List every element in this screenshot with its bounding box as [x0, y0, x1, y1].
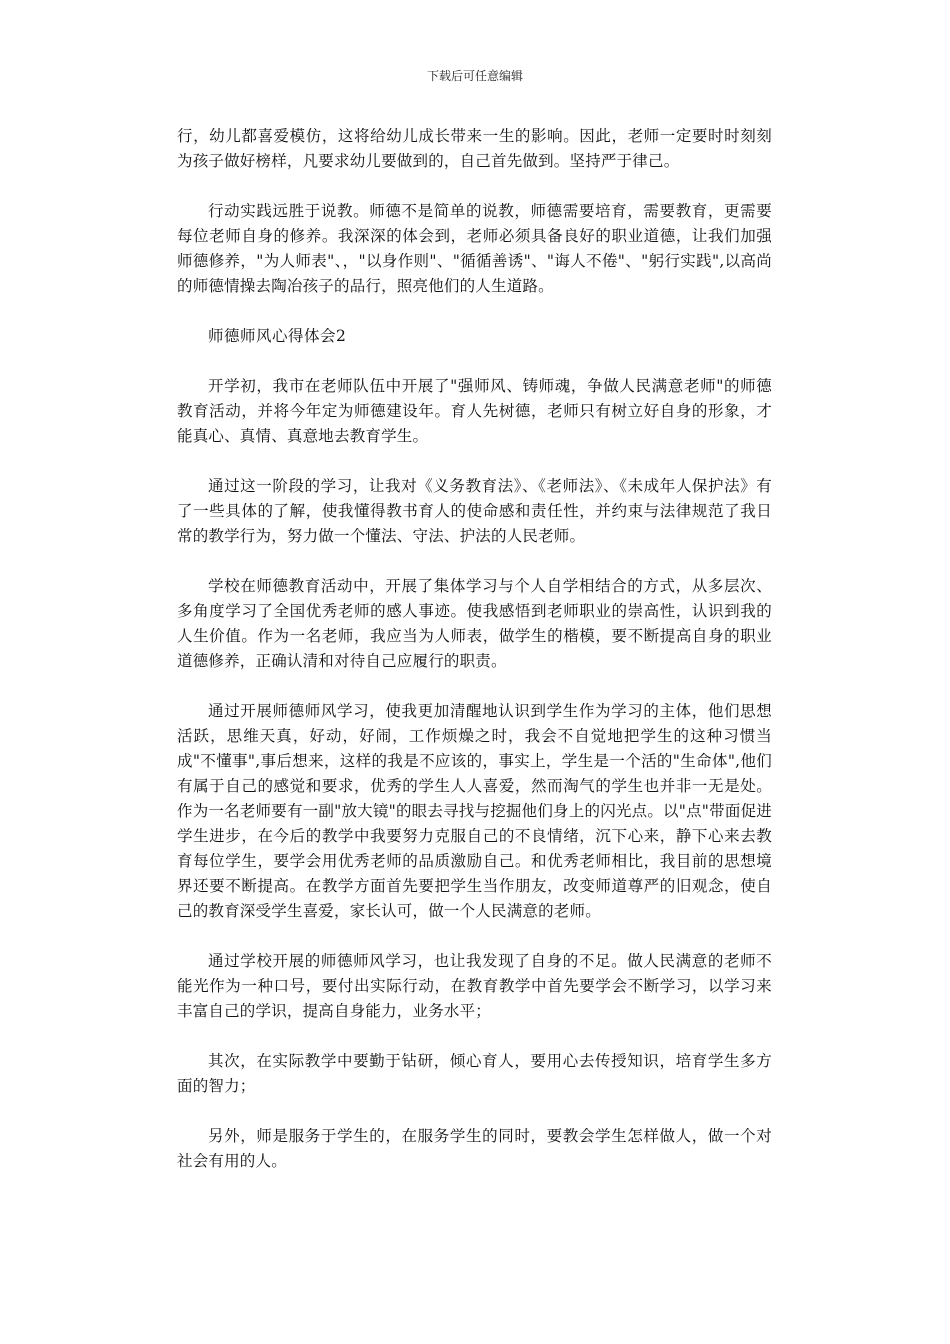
paragraph: 通过这一阶段的学习，让我对《义务教育法》、《老师法》、《未成年人保护法》有了一些具体的了解，使我懂得教书育人的使命感和责任性，并约束与法律规范了我日常的教学行为，努力做一个懂法、守法、护法的人民老师。 [177, 477, 772, 545]
paragraph: 学校在师德教育活动中，开展了集体学习与个人自学相结合的方式，从多层次、多角度学习了全国优秀老师的感人事迹。使我感悟到老师职业的崇高性，认识到我的人生价值。作为一名老师，我应当为人师表，做学生的楷模，要不断提高自身的职业道德修养，正确认清和对待自己应履行的职责。 [177, 577, 772, 670]
document-body [177, 124, 772, 1199]
paragraph: 通过开展师德师风学习，使我更加清醒地认识到学生作为学习的主体，他们思想活跃，思维天真，好动，好闹，工作烦燥之时，我会不自觉地把学生的这种习惯当成"不懂事",事后想来，这样的我是不应该的，事实上，学生是一个活的"生命体",他们有属于自己的感觉和要求，优秀的学生人人喜爱，然而淘气的学生也并非一无是处。作为一名老师要有一副"放大镜"的眼去寻找与挖掘他们身上的闪光点。以"点"带面促进学生进步，在今后的教学中我要努力克服自己的不良情绪，沉下心来，静下心来去教育每位学生，要学会用优秀老师的品质激励自己。和优秀老师相比，我目前的思想境界还要不断提高。在教学方面首先要把学生当作朋友，改变师道尊严的旧观念，使自己的教育深受学生喜爱，家长认可，做一个人民满意的老师。 [177, 702, 772, 920]
paragraph-continued: 行，幼儿都喜爱模仿，这将给幼儿成长带来一生的影响。因此，老师一定要时时刻刻为孩子做好榜样，凡要求幼儿要做到的，自己首先做到。坚持严于律己。 [177, 127, 772, 170]
section-heading: 师德师风心得体会2 [208, 327, 347, 345]
paragraph: 其次，在实际教学中要勤于钻研，倾心育人，要用心去传授知识，培育学生多方面的智力； [177, 1052, 772, 1095]
header-note: 下载后可任意编辑 [426, 69, 523, 83]
paragraph: 行动实践远胜于说教。师德不是简单的说教，师德需要培育，需要教育，更需要每位老师自身的修养。我深深的体会到，老师必须具备良好的职业道德，让我们加强师德修养，"为人师表"、，"以身作则"、"循循善诱"、"诲人不倦"、"躬行实践",以高尚的师德情操去陶冶孩子的品行，照亮他们的人生道路。 [177, 202, 772, 295]
paragraph: 另外，师是服务于学生的，在服务学生的同时，要教会学生怎样做人，做一个对社会有用的人。 [177, 1127, 772, 1170]
paragraph: 通过学校开展的师德师风学习，也让我发现了自身的不足。做人民满意的老师不能光作为一种口号，要付出实际行动，在教育教学中首先要学会不断学习，以学习来丰富自己的学识，提高自身能力，业务水平； [177, 952, 772, 1020]
paragraph: 开学初，我市在老师队伍中开展了"强师风、铸师魂，争做人民满意老师"的师德教育活动，并将今年定为师德建设年。育人先树德，老师只有树立好自身的形象，才能真心、真情、真意地去教育学生。 [177, 377, 772, 445]
